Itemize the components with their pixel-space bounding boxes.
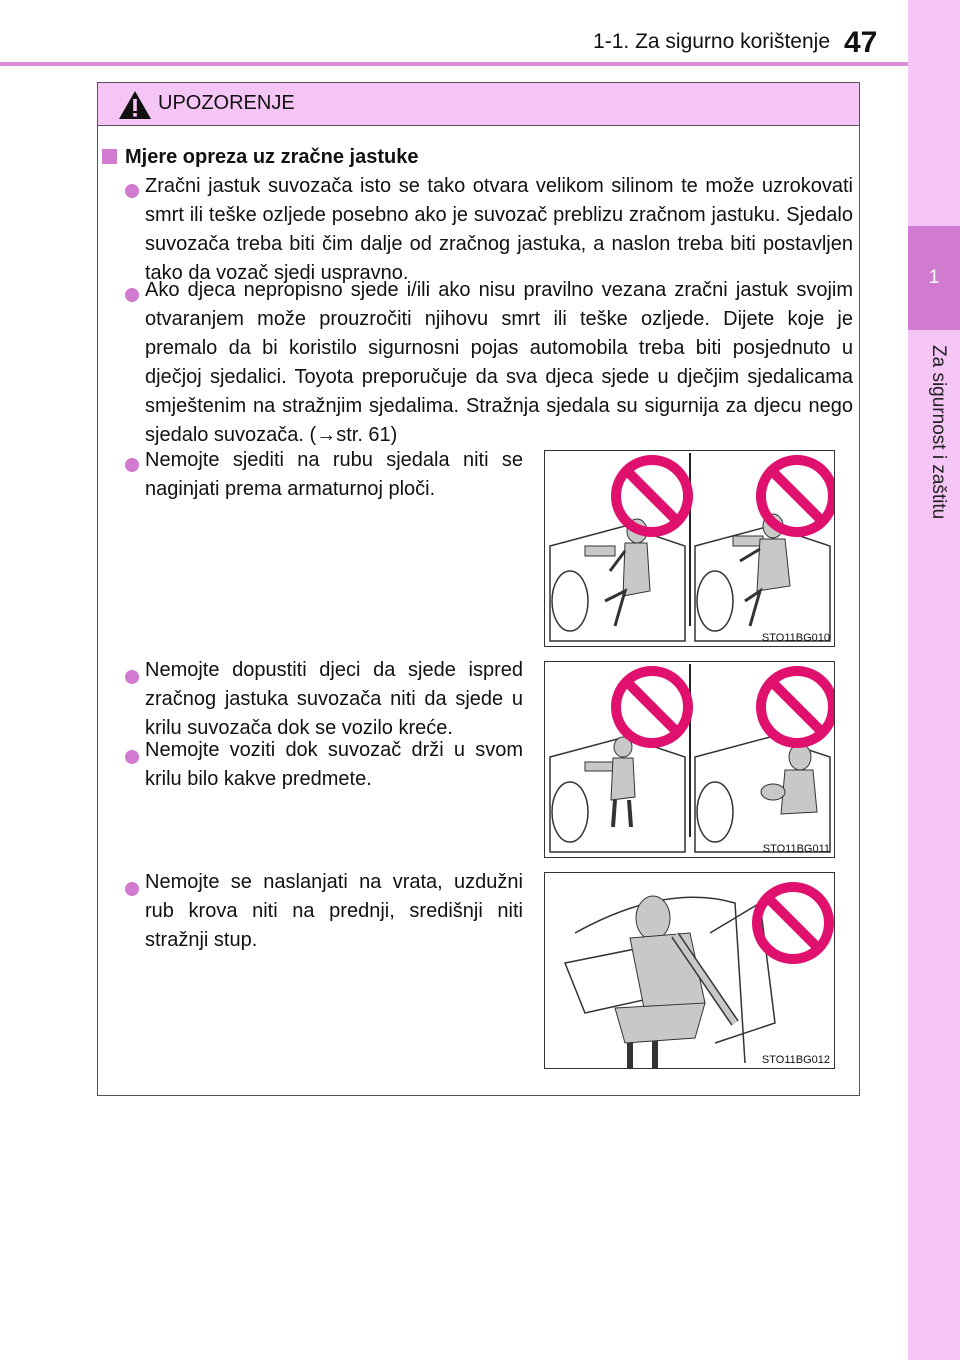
bullet-dot-icon xyxy=(125,750,139,764)
bullet-4: Nemojte dopustiti djeci da sjede ispred zračnog jastuka suvozača niti da sjede u krilu suvozača dok se vozilo kreće. xyxy=(145,659,523,739)
bullet-5: Nemojte voziti dok suvozač drži u svom krilu bilo kakve predmete. xyxy=(145,739,523,790)
warning-header xyxy=(98,83,859,126)
bullet-1: Zračni jastuk suvozača isto se tako otvara velikom silinom te može uzrokovati smrt ili teške ozljede posebno ako je suvozač preblizu zračnom jastuku. Sjedalo suvozača treba biti čim dalje od zračnog jastuka, a naslon treba biti postavljen tako da vozač sjedi uspravno. xyxy=(145,175,853,284)
chapter-title: Za sigurnost i zaštitu xyxy=(928,345,949,520)
warning-triangle-icon xyxy=(118,90,152,120)
chapter-number: 1 xyxy=(908,226,960,330)
page-number: 47 xyxy=(844,26,878,59)
figure-code: STO11BG011 xyxy=(762,843,830,855)
running-header: 1-1. Za sigurno korištenje xyxy=(593,30,830,53)
illustration-lean-forward xyxy=(544,450,835,647)
illustration-child-front xyxy=(544,661,835,858)
section-title xyxy=(102,146,418,169)
illustration-drawing xyxy=(545,873,834,1068)
warning-label: UPOZORENJE xyxy=(158,92,295,114)
prohibition-icon xyxy=(761,671,833,743)
figure-code: STO11BG010 xyxy=(761,632,830,644)
bullet-dot-icon xyxy=(125,288,139,302)
bullet-6: Nemojte se naslanjati na vrata, uzdužni rub krova niti na prednji, središnji niti stražnji stup. xyxy=(145,871,523,951)
bullet-dot-icon xyxy=(125,670,139,684)
section-title-text: Mjere opreza uz zračne jastuke xyxy=(125,146,419,168)
bullet-2: Ako djeca nepropisno sjede i/ili ako nisu pravilno vezana zračni jastuk svojim otvaranjem može prouzročiti njihovu smrt ili teške ozljede. Dijete koje je premalo da bi koristilo sigurnosni pojas automobila treba biti posjednuto u dječjoj sjedalici. Toyota preporučuje da sva djeca sjede u dječjim sjedalicama smještenim na stražnjim sjedalima. Stražnja sjedala su sigurnija za djecu nego sjedalo suvozača. (→str. 61) xyxy=(145,279,853,446)
illustration-drawing xyxy=(545,662,834,857)
illustration-lean-door xyxy=(544,872,835,1069)
bullet-dot-icon xyxy=(125,458,139,472)
square-bullet-icon xyxy=(102,149,117,164)
illustration-drawing xyxy=(545,451,834,646)
prohibition-icon xyxy=(761,460,833,532)
prohibition-icon xyxy=(757,887,829,959)
bullet-3: Nemojte sjediti na rubu sjedala niti se naginjati prema armaturnoj ploči. xyxy=(145,449,523,500)
figure-code: STO11BG012 xyxy=(761,1054,830,1066)
bullet-dot-icon xyxy=(125,882,139,896)
bullet-dot-icon xyxy=(125,184,139,198)
prohibition-icon xyxy=(616,671,688,743)
prohibition-icon xyxy=(616,460,688,532)
header-rule xyxy=(0,62,908,66)
